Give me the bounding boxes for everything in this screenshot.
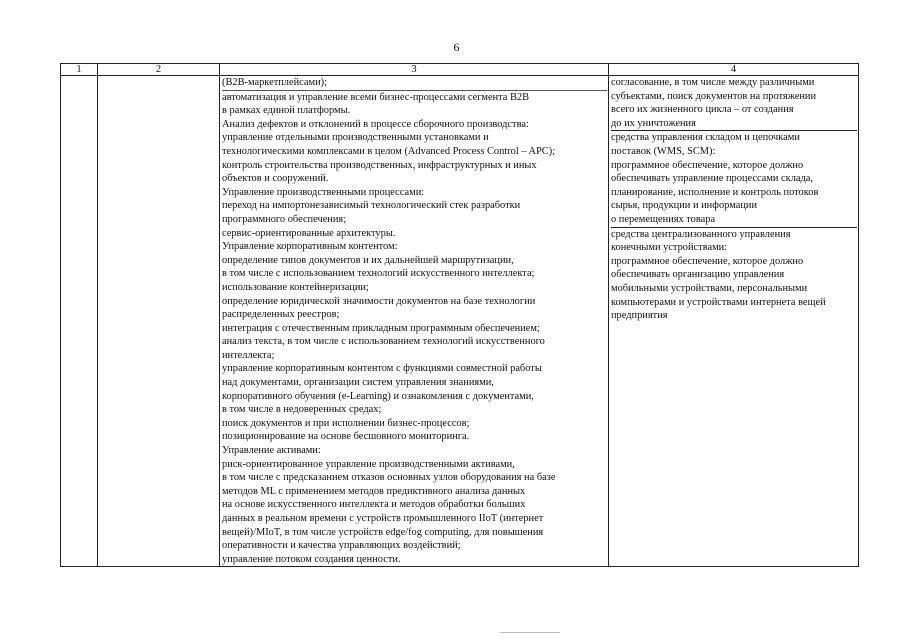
text-line: сырья, продукции и информации [611, 200, 758, 212]
text-line: интеграция с отечественным прикладным программным обеспечением; [222, 322, 540, 334]
text-line: технологическими комплексами в целом (Advanced Process Control – APC); [222, 145, 556, 157]
text-line: объектов и сооружений. [222, 173, 329, 185]
text-line: оперативности и качества управляющих воздействий; [222, 540, 461, 552]
text-line: переход на импортонезависимый технологический стек разработки [222, 200, 521, 212]
table-row [61, 76, 859, 567]
text-line: распределенных реестров; [222, 309, 340, 321]
text-line: управление корпоративным контентом с функциями совместной работы [222, 363, 542, 375]
text-line: вещей)/MIoT, в том числе устройств edge/fog computing, для повышения [222, 526, 544, 538]
text-line: использование контейнеризации; [222, 281, 369, 293]
text-line: планирование, исполнение и контроль потоков [611, 186, 819, 198]
text-line: обеспечивать управление процессами склада, [611, 173, 814, 185]
col4-block [611, 76, 857, 131]
col3-text [220, 76, 608, 566]
text-line: методов ML с применением методов предиктивного анализа данных [222, 485, 526, 497]
text-line: программное обеспечение, которое должно [611, 159, 804, 171]
header-col-3: 3 [220, 64, 609, 76]
text-line: поиск документов и при исполнении бизнес-процессов; [222, 417, 470, 429]
text-line: анализ текста, в том числе с использованием технологий искусственного [222, 336, 545, 348]
text-line: корпоративного обучения (e-Learning) и ознакомления с документами, [222, 390, 534, 402]
text-line: Управление производственными процессами: [222, 186, 425, 198]
cell-col-3 [220, 76, 609, 567]
col4-block [611, 131, 857, 227]
text-line: на основе искусственного интеллекта и методов обработки больших [222, 499, 526, 511]
text-line: сервис-ориентированные архитектуры. [222, 227, 396, 239]
text-line: интеллекта; [222, 349, 275, 361]
text-line: управление отдельными производственными установками и [222, 132, 489, 144]
text-line: данных в реальном времени с устройств промышленного IIoT (интернет [222, 513, 544, 524]
text-line: программного обеспечения; [222, 213, 347, 225]
text-line: в том числе в недоверенных средах; [222, 404, 382, 416]
text-line: позиционирование на основе бесшовного мониторинга. [222, 431, 470, 443]
text-line: Управление активами: [222, 445, 321, 457]
header-col-4: 4 [609, 64, 859, 76]
text-line: Управление корпоративным контентом: [222, 241, 398, 253]
text-line: над документами, организации систем управления знаниями, [222, 377, 494, 389]
header-col-2: 2 [98, 64, 220, 76]
text-line: о перемещениях товара [611, 213, 716, 225]
text-line: в том числе с предсказанием отказов основных узлов оборудования на базе [222, 472, 556, 484]
text-line: в том числе с использованием технологий искусственного интеллекта; [222, 268, 535, 280]
text-line: конечными устройствами: [611, 242, 728, 254]
requirements-table [60, 63, 859, 567]
col4-text [609, 76, 858, 323]
text-line: контроль строительства производственных, инфраструктурных и иных [222, 159, 537, 171]
text-line: всего их жизненного цикла – от создания [611, 104, 794, 116]
header-col-1: 1 [61, 64, 98, 76]
page-number: 6 [453, 40, 460, 54]
text-line: средства управления складом и цепочками [611, 132, 800, 144]
text-line: средства централизованного управления [611, 228, 791, 240]
cell-col-4 [609, 76, 859, 567]
text-line: автоматизация и управление всеми бизнес-процессами сегмента B2B [222, 91, 530, 103]
text-line: определение типов документов и их дальнейшей маршрутизации, [222, 254, 514, 266]
cell-col-2 [98, 76, 220, 567]
text-line: определение юридической значимости документов на базе технологии [222, 295, 536, 307]
text-line: согласование, в том числе между различными [611, 77, 815, 88]
text-line: компьютерами и устройствами интернета вещей [611, 296, 826, 308]
text-line: предприятия [611, 310, 668, 322]
text-line: программное обеспечение, которое должно [611, 255, 804, 267]
text-line: управление потоком создания ценности. [222, 553, 401, 565]
text-line: в рамках единой платформы. [222, 105, 351, 117]
col4-block [611, 228, 857, 323]
cell-col-1 [61, 76, 98, 567]
text-line: мобильными устройствами, персональными [611, 282, 808, 294]
text-line: до их уничтожения [611, 117, 696, 129]
text-line: поставок (WMS, SCM): [611, 145, 716, 157]
text-line: Анализ дефектов и отклонений в процессе сборочного производства: [222, 118, 529, 130]
scan-artifact [500, 632, 560, 633]
text-line: риск-ориентированное управление производственными активами, [222, 458, 515, 470]
text-line: обеспечивать организацию управления [611, 269, 785, 281]
table-header-row [61, 64, 859, 76]
text-line: субъектами, поиск документов на протяжении [611, 90, 817, 102]
text-line: (B2B-маркетплейсами); [222, 76, 607, 91]
